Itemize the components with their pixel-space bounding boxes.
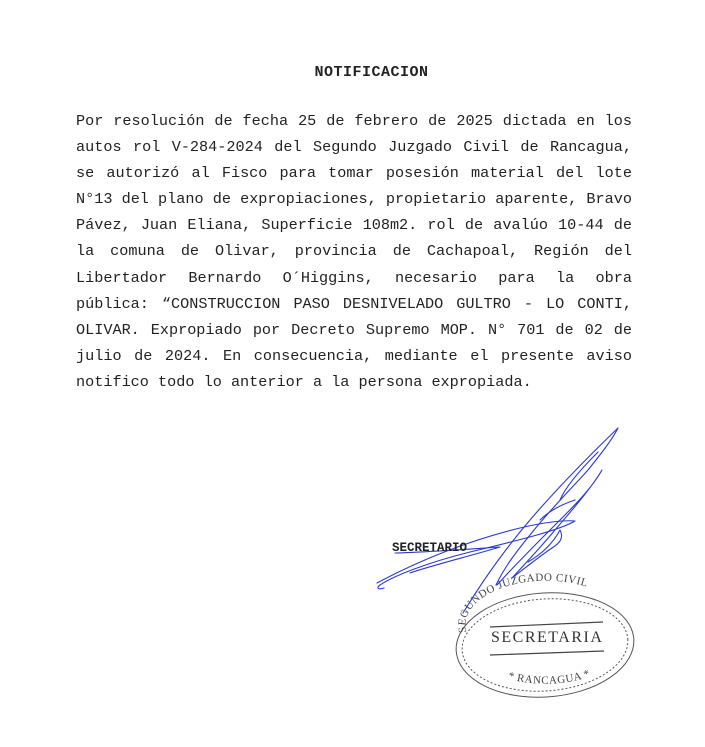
handwritten-signature [377,428,618,613]
document-title: NOTIFICACION [314,64,429,81]
svg-text:SEGUNDO JUZGADO CIVIL [456,572,589,634]
svg-text:* RANCAGUA * [507,668,592,687]
stamp-bottom-text: * RANCAGUA * [506,667,592,687]
stamp-top-text: SEGUNDO JUZGADO CIVIL [456,571,590,634]
stamp-center-text: SECRETARIA [491,629,604,646]
signer-title: SECRETARIO [392,541,468,555]
notification-body: Por resolución de fecha 25 de febrero de 2025 dictada en los autos rol V-284-2024 del Segundo Juzgado Civil de Rancagua, se autorizó al Fisco para tomar posesión material del lote N°13 del plano de expropiaciones, propietario aparente, Bravo Pávez, Juan Eliana, Superficie 108m2. rol de avalúo 10-44 de la comuna de Olivar, provincia de Cachapoal, Región del Libertador Bernardo O´Higgins, necesario para la obra pública: “CONSTRUCCION PASO DESNIVELADO GULTRO - LO CONTI, OLIVAR. Expropiado por Decreto Supremo MOP. N° 701 de 02 de julio de 2024. En consecuencia, mediante el presente aviso notifico todo lo anterior a la persona expropiada. [76,112,632,391]
